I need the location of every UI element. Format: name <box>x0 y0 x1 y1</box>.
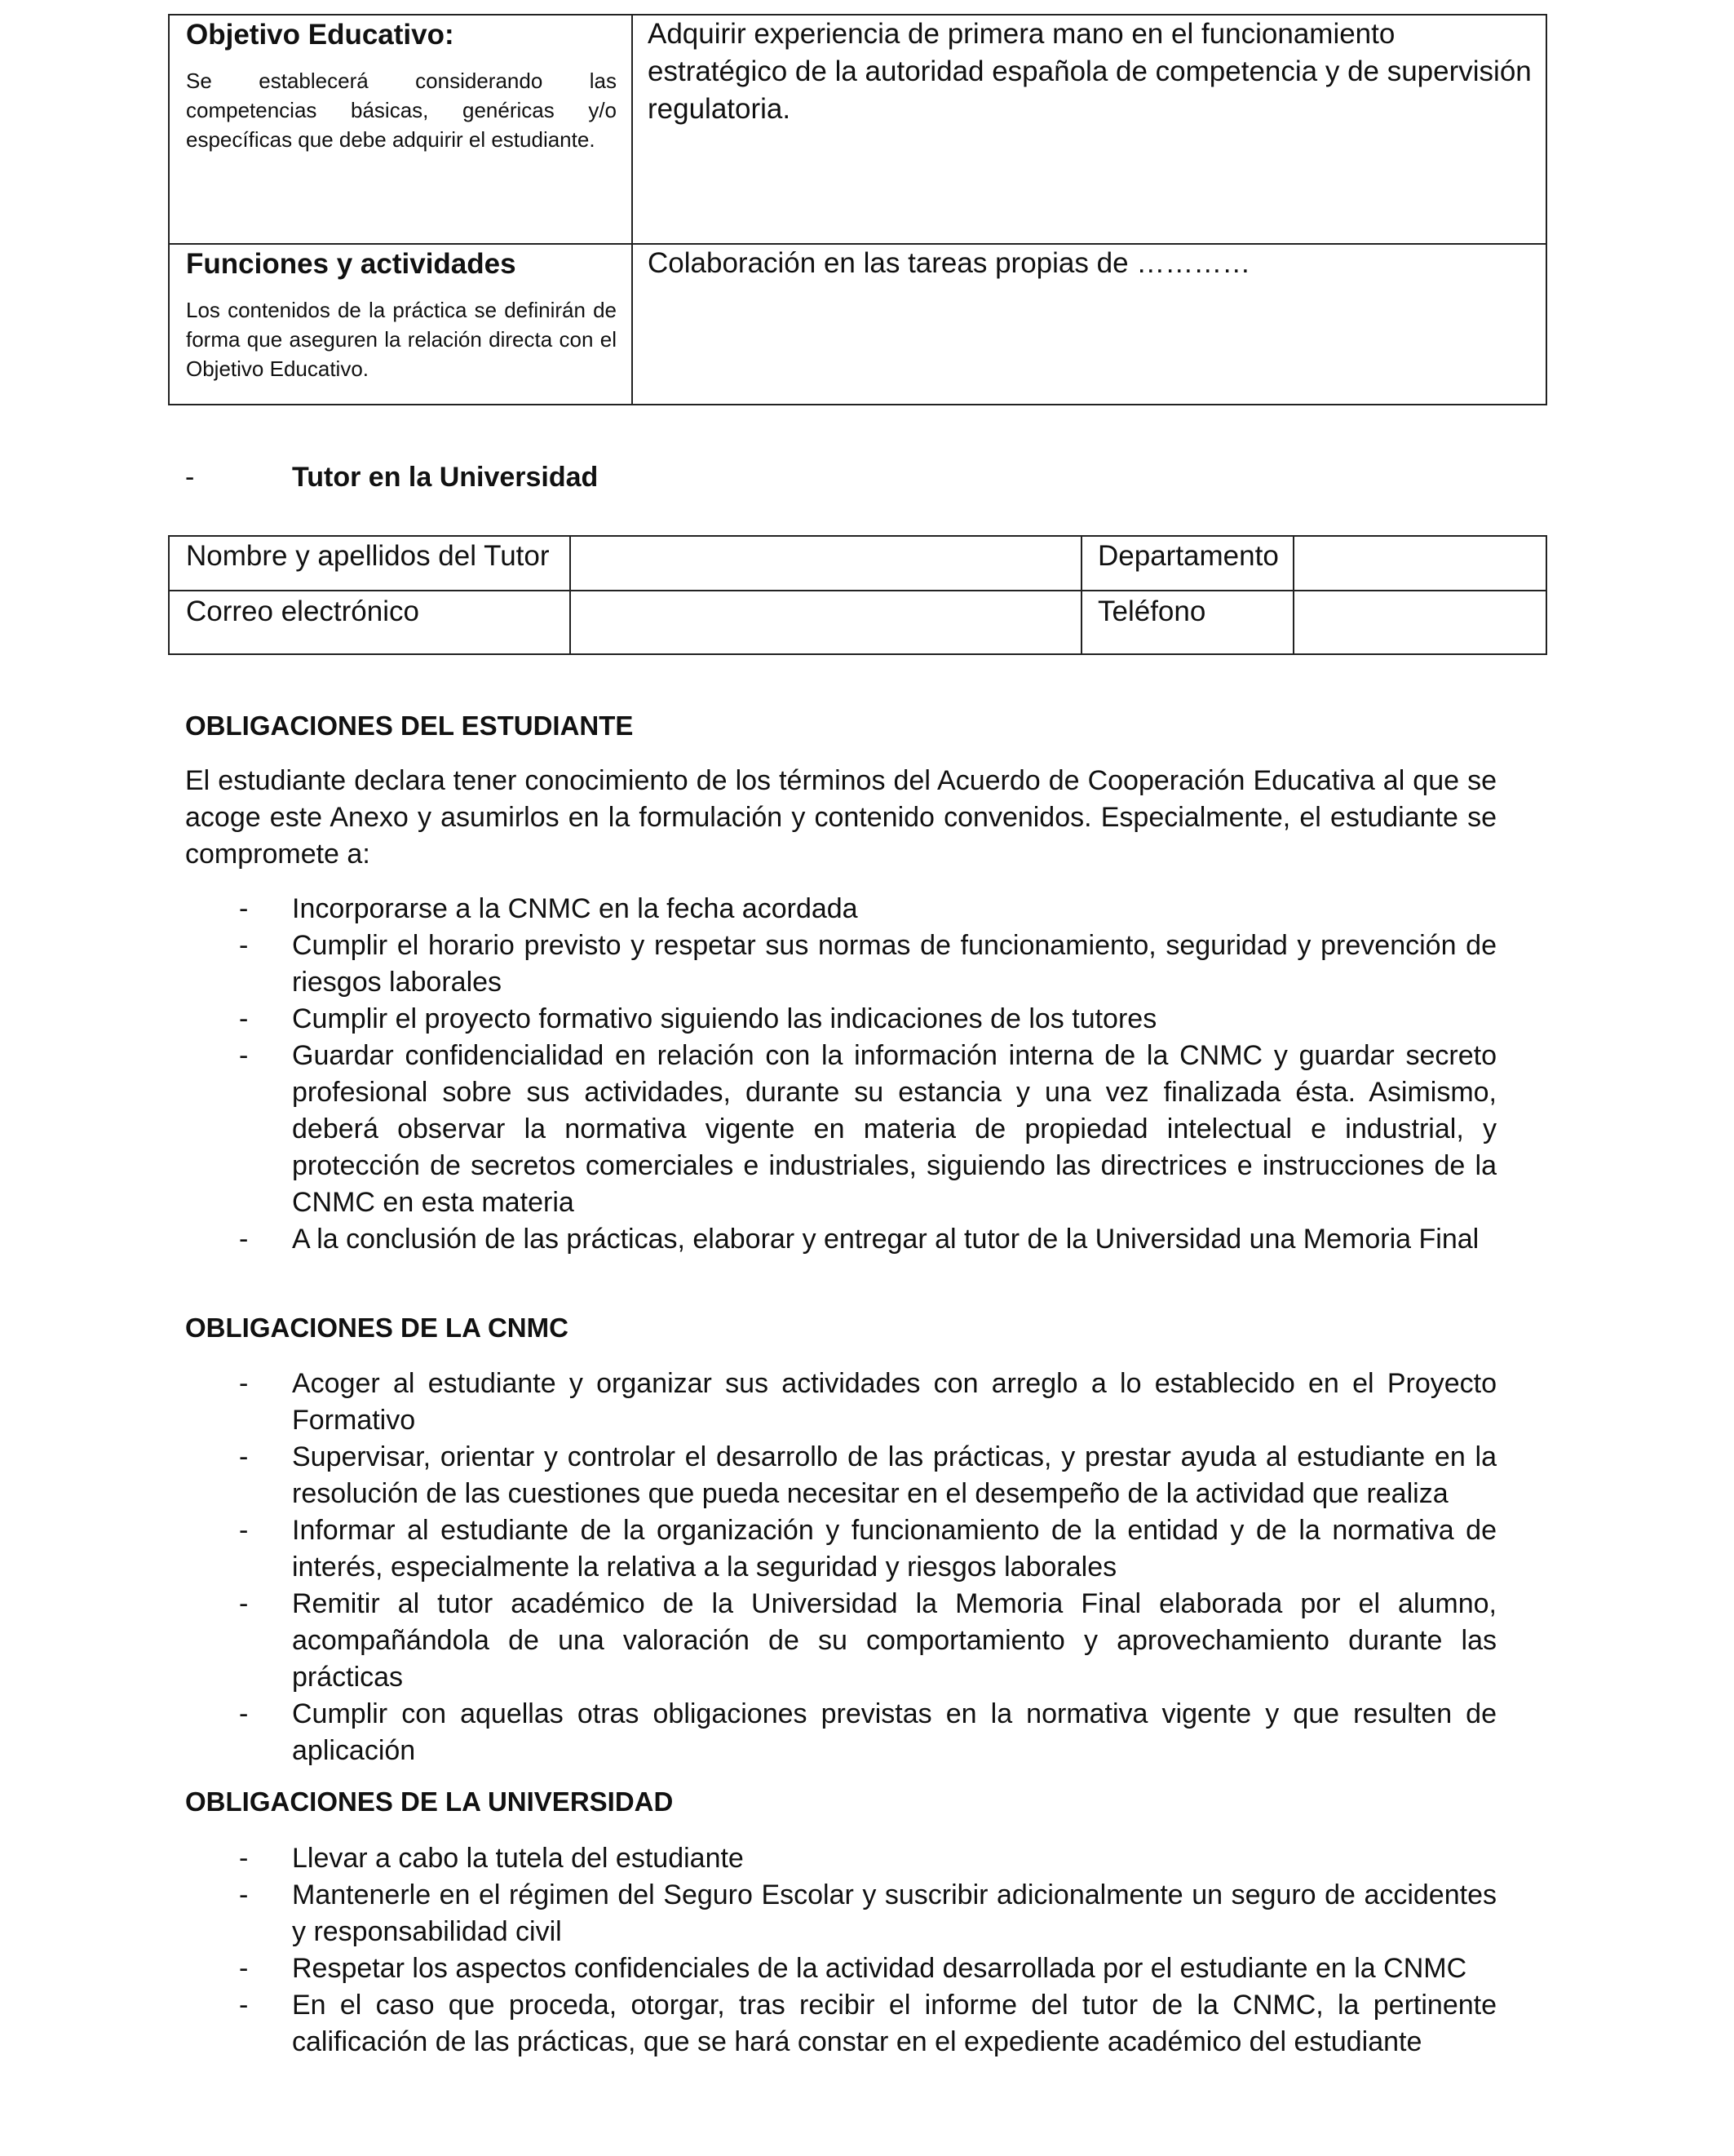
list-dash: - <box>239 1441 249 1472</box>
list-dash: - <box>239 893 249 924</box>
list-item <box>185 1586 1497 1696</box>
list-item-text: Supervisar, orientar y controlar el desarrollo de las prácticas, y prestar ayuda al estudiante en la resolución de las cuestiones que pueda necesitar en el desempeño de la actividad que realiza <box>292 1441 1497 1509</box>
list-dash: - <box>239 1990 249 2021</box>
list-dash: - <box>239 1843 249 1874</box>
list-item-text: Llevar a cabo la tutela del estudiante <box>292 1843 744 1874</box>
list-item <box>185 1950 1497 1987</box>
list-item-text: Informar al estudiante de la organización y funcionamiento de la entidad y de la normativa de interés, especialmente la relativa a la seguridad y riesgos laborales <box>292 1515 1497 1583</box>
list-item-text: Cumplir el proyecto formativo siguiendo las indicaciones de los tutores <box>292 1003 1157 1034</box>
table-divider <box>1293 537 1294 653</box>
list-dash: - <box>239 1588 249 1619</box>
table-divider <box>569 537 571 653</box>
list-item <box>185 1877 1497 1950</box>
student-obligations-heading: OBLIGACIONES DEL ESTUDIANTE <box>185 711 634 741</box>
list-dash: - <box>239 1515 249 1546</box>
department-label: Departamento <box>1098 540 1279 572</box>
list-item <box>185 1696 1497 1769</box>
list-item <box>185 1987 1497 2061</box>
phone-label: Teléfono <box>1098 595 1206 627</box>
list-item <box>185 1512 1497 1586</box>
list-dash: - <box>239 1879 249 1910</box>
tutor-section-heading <box>185 459 599 495</box>
list-item-text: Respetar los aspectos confidenciales de la actividad desarrollada por el estudiante en la CNMC <box>292 1953 1467 1984</box>
university-obligations-list <box>185 1840 1497 2061</box>
functions-label-cell <box>186 246 617 383</box>
table-divider <box>631 15 633 404</box>
list-dash: - <box>239 1953 249 1984</box>
list-item-text: Incorporarse a la CNMC en la fecha acordada <box>292 893 858 924</box>
list-item-text: A la conclusión de las prácticas, elaborar y entregar al tutor de la Universidad una Memoria Final <box>292 1224 1480 1255</box>
table-divider <box>170 590 1546 591</box>
cnmc-obligations-list <box>185 1366 1497 1769</box>
email-label: Correo electrónico <box>186 595 419 627</box>
functions-label: Funciones y actividades <box>186 248 516 280</box>
objective-label-cell <box>186 17 617 154</box>
tutor-table <box>168 535 1547 655</box>
project-table <box>168 14 1547 405</box>
list-item-text: En el caso que proceda, otorgar, tras recibir el informe del tutor de la CNMC, la pertinente calificación de las prácticas, que se hará constar en el expediente académico del estudiante <box>292 1990 1497 2057</box>
table-divider <box>1081 537 1082 653</box>
student-obligations-list <box>185 891 1497 1258</box>
functions-note: Los contenidos de la práctica se definirán de forma que aseguren la relación directa con el Objetivo Educativo. <box>186 298 617 381</box>
list-item-text: Cumplir el horario previsto y respetar sus normas de funcionamiento, seguridad y prevención de riesgos laborales <box>292 930 1497 998</box>
student-intro-paragraph: El estudiante declara tener conocimiento de los términos del Acuerdo de Cooperación Educativa al que se acoge este Anexo y asumirlos en la formulación y contenido convenidos. Especialmente, el estudiante se compromete a: <box>185 765 1497 870</box>
list-item-text: Cumplir con aquellas otras obligaciones previstas en la normativa vigente y que resulten de aplicación <box>292 1698 1497 1766</box>
list-item-text: Acoger al estudiante y organizar sus actividades con arreglo a lo establecido en el Proyecto Formativo <box>292 1368 1497 1436</box>
list-item <box>185 1366 1497 1439</box>
list-dash: - <box>239 930 249 961</box>
tutor-section-title: Tutor en la Universidad <box>292 462 599 493</box>
list-item <box>185 1221 1497 1258</box>
list-item <box>185 1439 1497 1512</box>
tutor-name-label: Nombre y apellidos del Tutor <box>186 540 550 572</box>
cnmc-obligations-heading: OBLIGACIONES DE LA CNMC <box>185 1313 568 1343</box>
functions-value-cell <box>648 245 1532 282</box>
list-dash: - <box>239 1368 249 1399</box>
list-item-text: Remitir al tutor académico de la Universidad la Memoria Final elaborada por el alumno, acompañándola de una valoración de su comportamiento y aprovechamiento durante las prácticas <box>292 1588 1497 1693</box>
list-item <box>185 927 1497 1001</box>
list-dash: - <box>239 1003 249 1034</box>
university-obligations-heading: OBLIGACIONES DE LA UNIVERSIDAD <box>185 1786 674 1817</box>
objective-value: Adquirir experiencia de primera mano en el funcionamiento estratégico de la autoridad española de competencia y de supervisión regulatoria. <box>648 18 1532 125</box>
list-dash: - <box>239 1698 249 1729</box>
list-item <box>185 1840 1497 1877</box>
objective-value-cell <box>648 15 1532 128</box>
list-dash: - <box>239 1224 249 1255</box>
functions-value: Colaboración en las tareas propias de ………… <box>648 247 1251 279</box>
objective-label: Objetivo Educativo: <box>186 19 454 51</box>
list-item-text: Mantenerle en el régimen del Seguro Escolar y suscribir adicionalmente un seguro de accidentes y responsabilidad civil <box>292 1879 1497 1947</box>
list-item <box>185 891 1497 927</box>
list-item <box>185 1038 1497 1221</box>
list-item <box>185 1001 1497 1038</box>
list-item-text: Guardar confidencialidad en relación con la información interna de la CNMC y guardar secreto profesional sobre sus actividades, durante su estancia y una vez finalizada ésta. Asimismo, deberá observar la normativa vigente en materia de propiedad intelectual e industrial, y protección de secretos comerciales e industriales, siguiendo las directrices e instrucciones de la CNMC en esta materia <box>292 1040 1497 1218</box>
list-dash: - <box>185 462 195 493</box>
list-dash: - <box>239 1040 249 1071</box>
objective-note: Se establecerá considerando las competencias básicas, genéricas y/o específicas que debe adquirir el estudiante. <box>186 69 617 152</box>
